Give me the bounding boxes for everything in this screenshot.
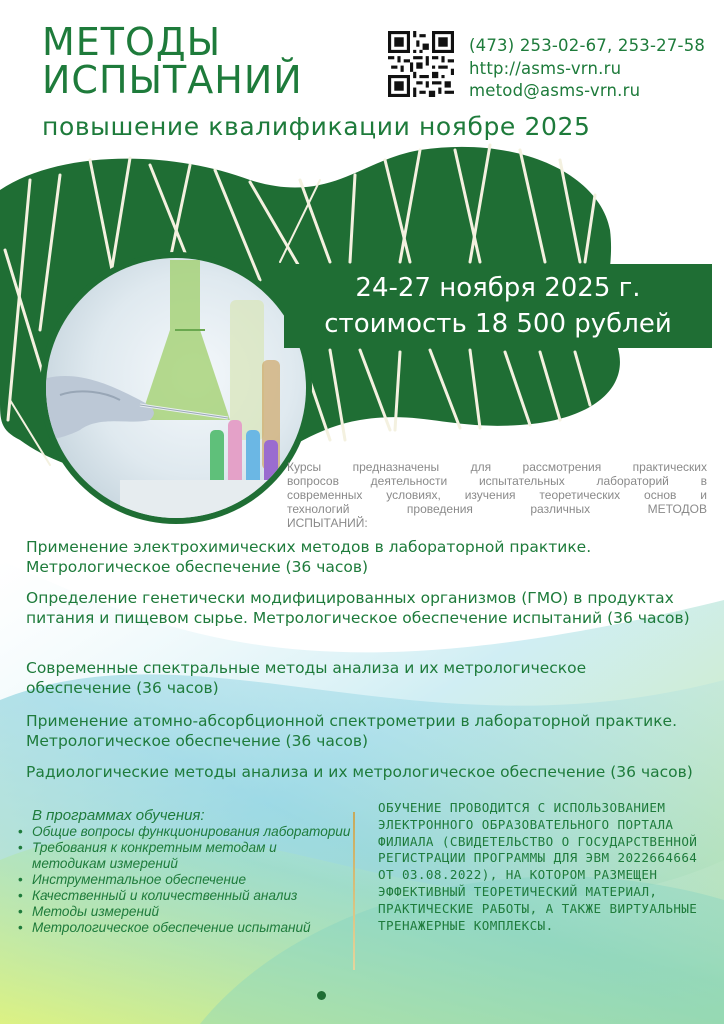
- contact-email[interactable]: metod@asms-vrn.ru: [469, 81, 641, 100]
- intro-line: вопросов деятельности испытательных лабораторий в: [287, 474, 707, 488]
- contact-website[interactable]: http://asms-vrn.ru: [469, 59, 622, 78]
- program-item: • Требования к конкретным методам и методикам измерений: [32, 840, 354, 872]
- intro-line: современных условиях, изучения теоретических основ и: [287, 488, 707, 502]
- course-item: Радиологические методы анализа и их метрологическое обеспечение (36 часов): [26, 763, 693, 781]
- intro-text: [287, 460, 707, 530]
- course-item: Применение атомно-абсорбционной спектрометрии в лабораторной практике. Метрологическое обеспечение (36 часов): [26, 712, 678, 750]
- page-title-line1: МЕТОДЫ: [42, 20, 222, 64]
- program-item: • Инструментальное обеспечение: [32, 872, 354, 888]
- program-list: [14, 808, 354, 936]
- decorative-dot: [317, 991, 326, 1000]
- program-heading: В программах обучения:: [32, 807, 205, 824]
- program-item: • Метрологическое обеспечение испытаний: [32, 920, 354, 936]
- event-info-box: [284, 264, 712, 348]
- course-item: Современные спектральные методы анализа и их метрологическое обеспечение (36 часов): [26, 659, 587, 697]
- event-price: стоимость 18 500 рублей: [324, 309, 672, 339]
- divider: [353, 812, 355, 970]
- intro-line: технологий проведения различных МЕТОДОВ: [287, 502, 707, 516]
- program-item: • Общие вопросы функционирования лаборатории: [32, 824, 354, 840]
- program-item: • Качественный и количественный анализ: [32, 888, 354, 904]
- program-item: • Методы измерений: [32, 904, 354, 920]
- page-title-line2: ИСПЫТАНИЙ: [42, 58, 303, 102]
- contact-phone: (473) 253-02-67, 253-27-58: [469, 36, 706, 55]
- qr-code-icon: [388, 31, 454, 97]
- event-dates: 24-27 ноября 2025 г.: [355, 273, 641, 303]
- intro-line: ИСПЫТАНИЙ:: [287, 516, 368, 530]
- intro-line: Курсы предназначены для рассмотрения практических: [287, 460, 707, 474]
- portal-note: ОБУЧЕНИЕ ПРОВОДИТСЯ С ИСПОЛЬЗОВАНИЕМ ЭЛЕКТРОННОГО ОБРАЗОВАТЕЛЬНОГО ПОРТАЛА ФИЛИАЛА (СВИДЕТЕЛЬСТВО О ГОСУДАРСТВЕННОЙ РЕГИСТРАЦИИ ПРОГРАММЫ ДЛЯ ЭВМ 2022664664 ОТ 03.08.2022), НА КОТОРОМ РАЗМЕЩЕН ЭФФЕКТИВНЫЙ ТЕОРЕТИЧЕСКИЙ МАТЕРИАЛ, ПРАКТИЧЕСКИЕ РАБОТЫ, А ТАКЖЕ ВИРТУАЛЬНЫЕ ТРЕНАЖЕРНЫЕ КОМПЛЕКСЫ.: [378, 800, 698, 933]
- page-subtitle: повышение квалификации ноябре 2025: [42, 112, 591, 141]
- course-item: Определение генетически модифицированных организмов (ГМО) в продуктах питания и пищевом сырье. Метрологическое обеспечение испытаний (36 часов): [26, 589, 690, 627]
- course-item: Применение электрохимических методов в лабораторной практике. Метрологическое обеспечение (36 часов): [26, 538, 592, 576]
